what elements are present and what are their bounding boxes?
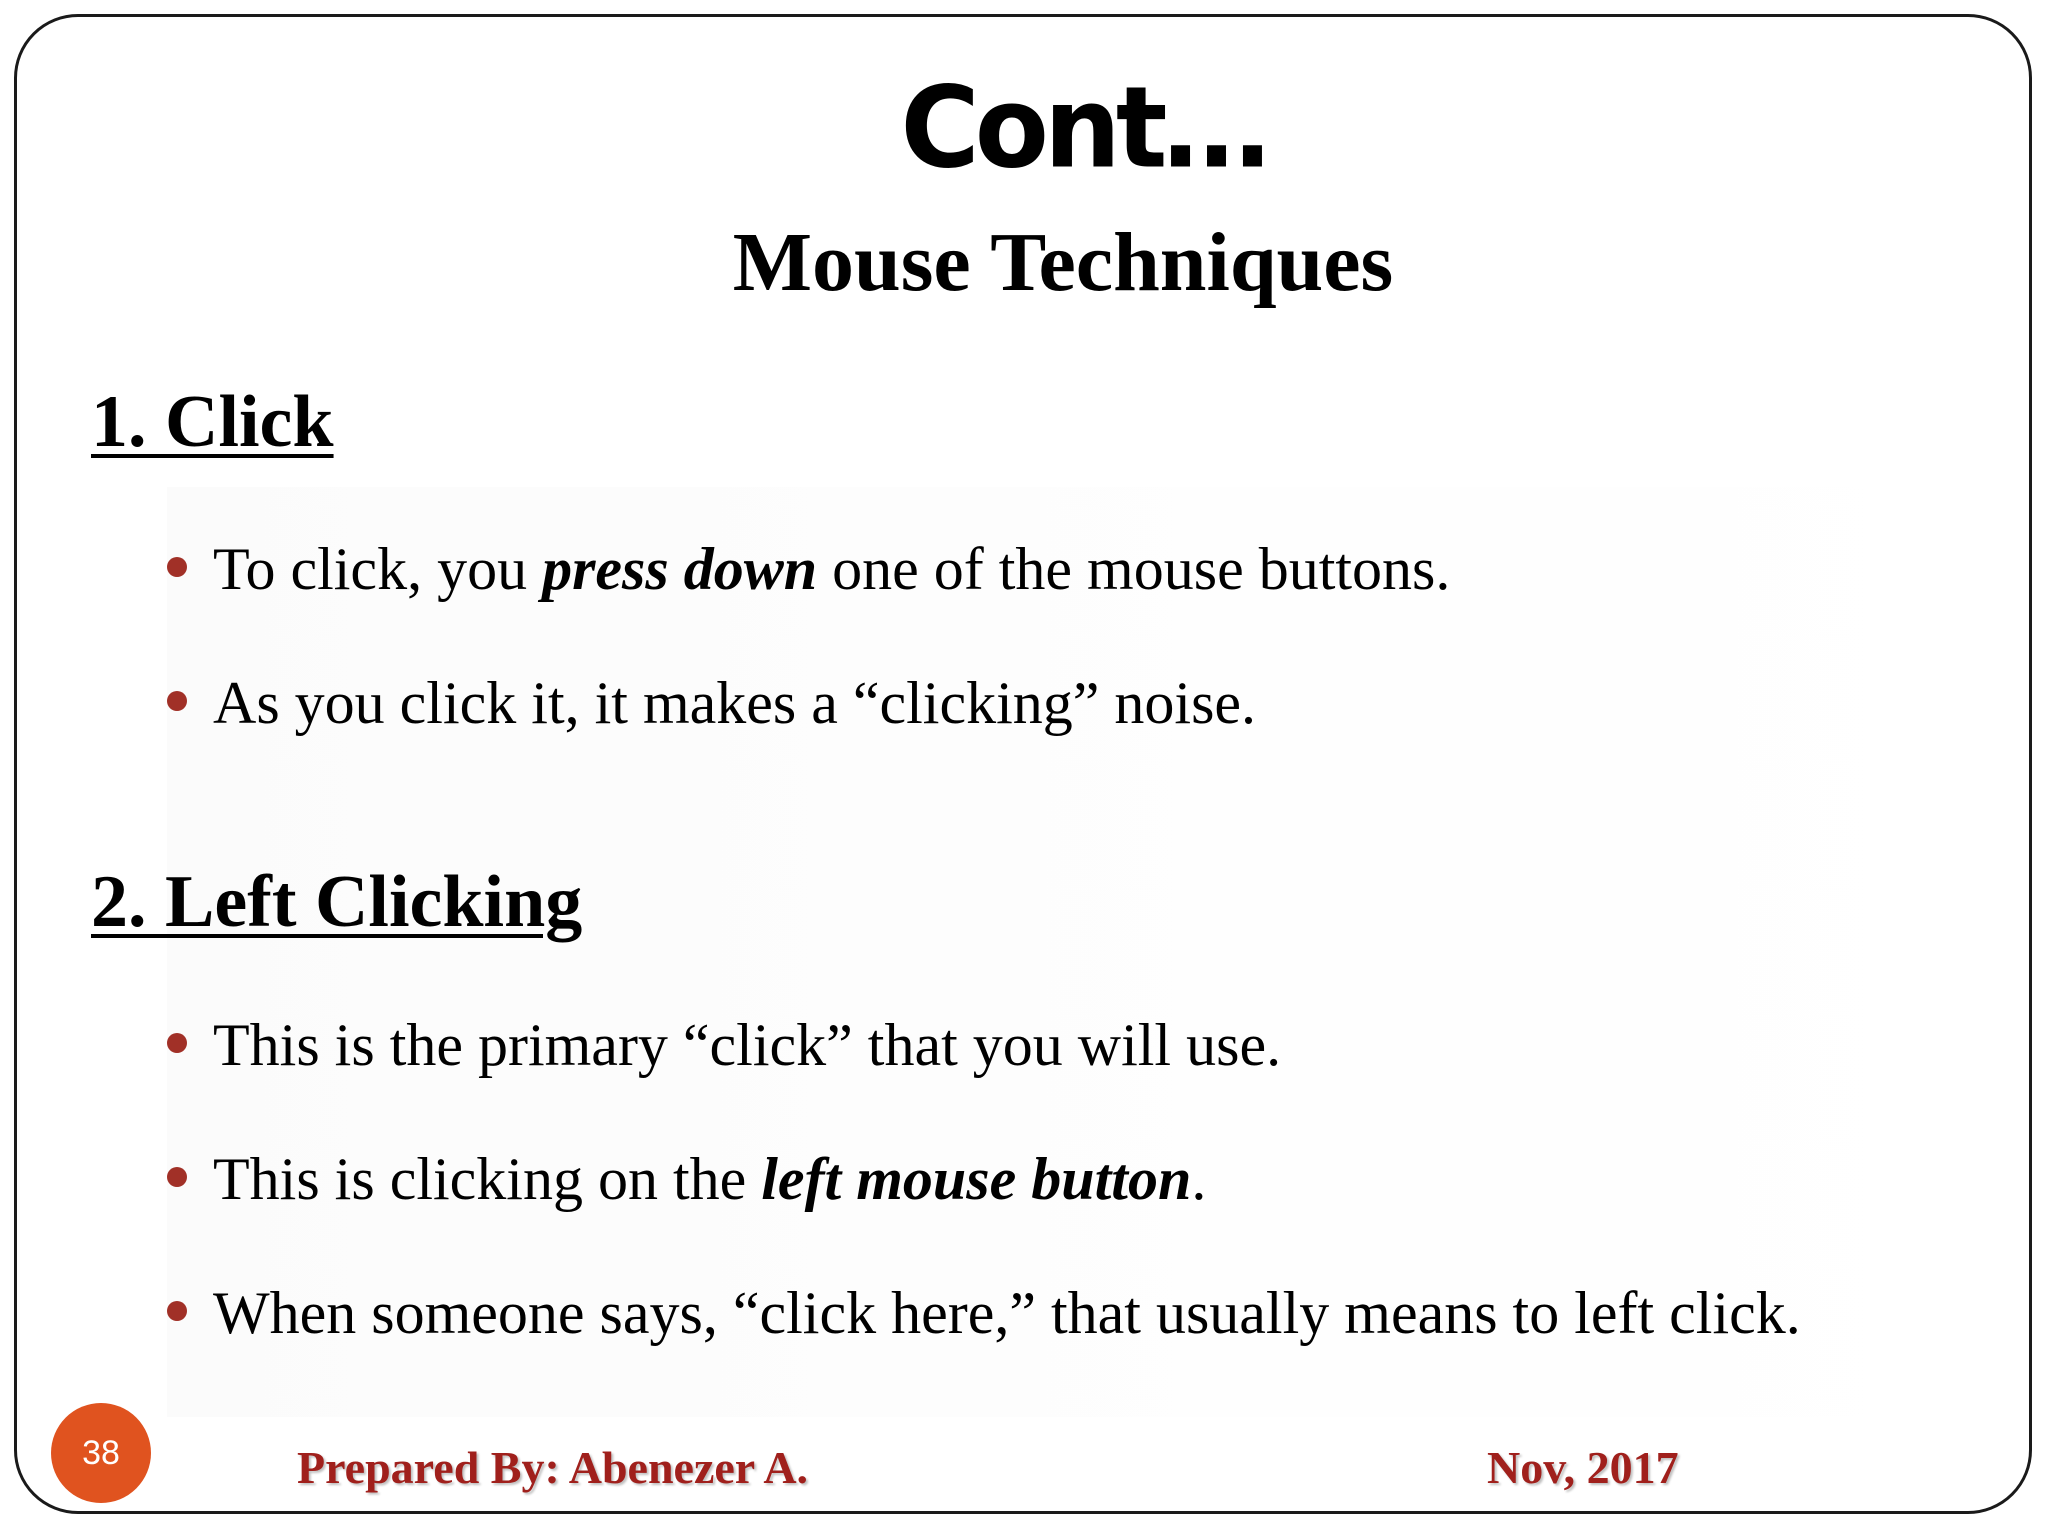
bullet-emphasis: press down <box>542 536 818 602</box>
page-number-badge: 38 <box>51 1403 151 1503</box>
bullet-icon <box>167 1033 187 1053</box>
bullet-text: When someone says, “click here,” that usually means to left click. <box>213 1280 1801 1346</box>
bullet-text: To click, you <box>213 536 543 602</box>
slide-subtitle: Mouse Techniques <box>732 216 1394 309</box>
bullet-item <box>167 1280 1801 1346</box>
bullet-item <box>167 1146 1207 1212</box>
bullet-item <box>167 1012 1282 1078</box>
section-heading-click: 1. Click <box>91 381 334 463</box>
bullet-icon <box>167 557 187 577</box>
bullet-emphasis: left mouse button <box>761 1146 1192 1212</box>
bullet-item <box>167 536 1451 602</box>
footer-author: Prepared By: Abenezer A. <box>297 1442 809 1493</box>
bullet-icon <box>167 691 187 711</box>
bullet-icon <box>167 1301 187 1321</box>
bullet-text: This is clicking on the <box>213 1146 762 1212</box>
bullet-text: This is the primary “click” that you will use. <box>213 1012 1282 1078</box>
section-heading-left-clicking: 2. Left Clicking <box>91 861 583 943</box>
slide <box>14 14 2032 1514</box>
content-background <box>167 487 2007 1417</box>
slide-title: Cont… <box>900 63 1266 194</box>
bullet-text: . <box>1191 1146 1207 1212</box>
bullet-icon <box>167 1167 187 1187</box>
bullet-text: As you click it, it makes a “clicking” noise. <box>213 670 1257 736</box>
bullet-item <box>167 670 1257 736</box>
footer-date: Nov, 2017 <box>1487 1442 1679 1493</box>
bullet-text: one of the mouse buttons. <box>817 536 1451 602</box>
